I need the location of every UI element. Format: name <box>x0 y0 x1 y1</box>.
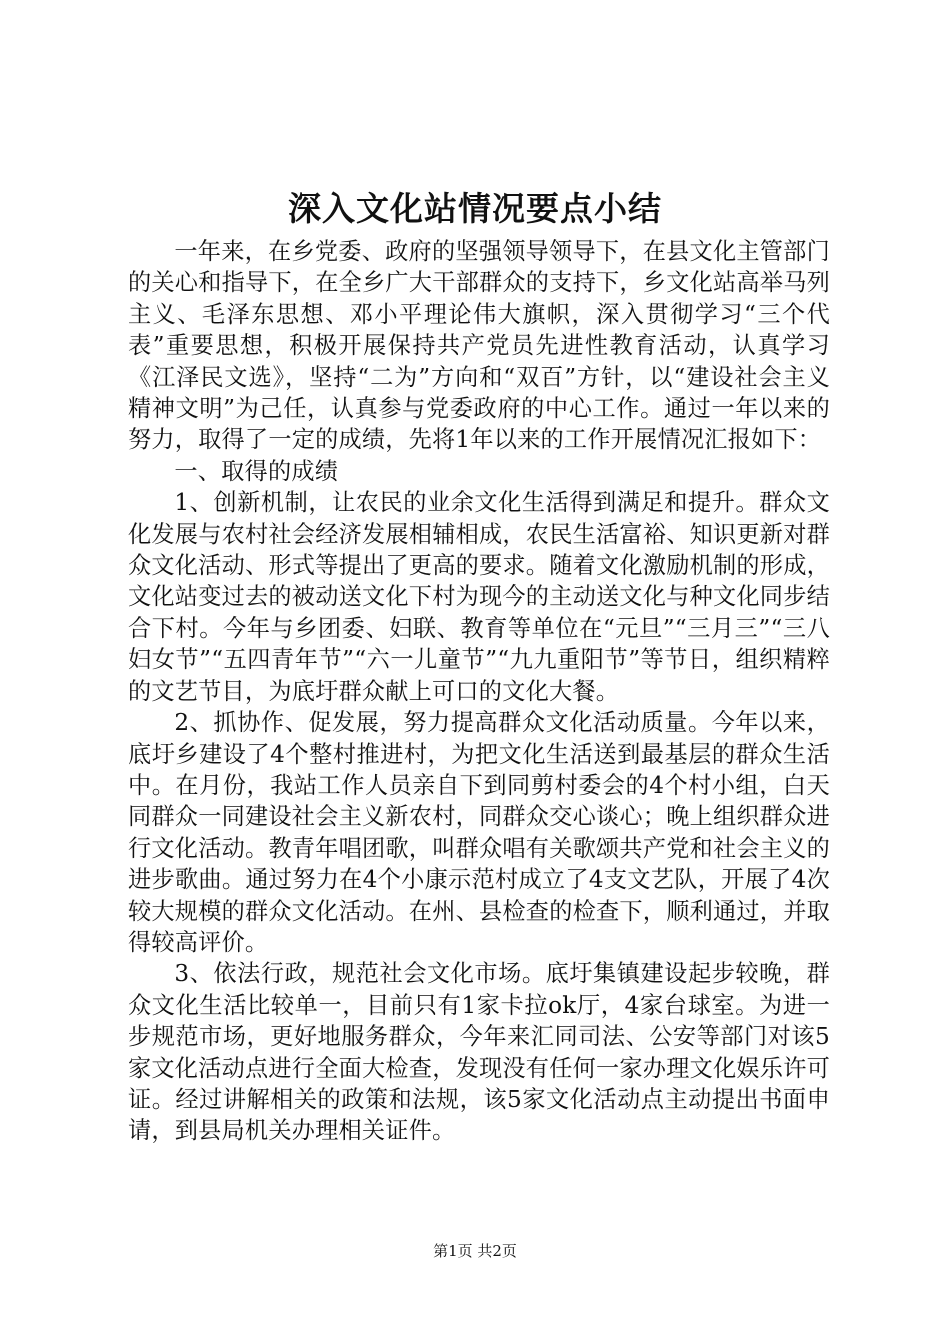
page-number-footer: 第1页 共2页 <box>433 1242 517 1260</box>
document-body <box>128 236 830 1147</box>
paragraph-item-2: 2、抓协作、促发展，努力提高群众文化活动质量。今年以来，底圩乡建设了4个整村推进村，为把文化生活送到最基层的群众生活中。在月份，我站工作人员亲自下到同剪村委会的4个村小组，白天同群众一同建设社会主义新农村，同群众交心谈心；晚上组织群众进行文化活动。教青年唱团歌，叫群众唱有关歌颂共产党和社会主义的进步歌曲。通过努力在4个小康示范村成立了4支文艺队，开展了4次较大规模的群众文化活动。在州、县检查的检查下，顺利通过，并取得较高评价。 <box>128 709 830 956</box>
paragraph-item-1: 1、创新机制，让农民的业余文化生活得到满足和提升。群众文化发展与农村社会经济发展相辅相成，农民生活富裕、知识更新对群众文化活动、形式等提出了更高的要求。随着文化激励机制的形成，文化站变过去的被动送文化下村为现今的主动送文化与种文化同步结合下村。今年与乡团委、妇联、教育等单位在“元旦”“三月三”“三八妇女节”“五四青年节”“六一儿童节”“九九重阳节”等节日，组织精粹的文艺节目，为底圩群众献上可口的文化大餐。 <box>128 489 830 705</box>
paragraph-intro: 一年来，在乡党委、政府的坚强领导领导下，在县文化主管部门的关心和指导下，在全乡广大干部群众的支持下，乡文化站高举马列主义、毛泽东思想、邓小平理论伟大旗帜，深入贯彻学习“三个代表”重要思想，积极开展保持共产党员先进性教育活动，认真学习《江泽民文选》，坚持“二为”方向和“双百”方针，以“建设社会主义精神文明”为己任，认真参与党委政府的中心工作。通过一年以来的努力，取得了一定的成绩，先将1年以来的工作开展情况汇报如下： <box>128 238 830 454</box>
document-title: 深入文化站情况要点小结 <box>288 189 662 228</box>
section-heading: 一、取得的成绩 <box>174 457 339 485</box>
paragraph-item-3: 3、依法行政，规范社会文化市场。底圩集镇建设起步较晚，群众文化生活比较单一，目前只有1家卡拉ok厅，4家台球室。为进一步规范市场，更好地服务群众，今年来汇同司法、公安等部门对该5家文化活动点进行全面大检查，发现没有任何一家办理文化娱乐许可证。经过讲解相关的政策和法规，该5家文化活动点主动提出书面申请，到县局机关办理相关证件。 <box>128 960 830 1145</box>
